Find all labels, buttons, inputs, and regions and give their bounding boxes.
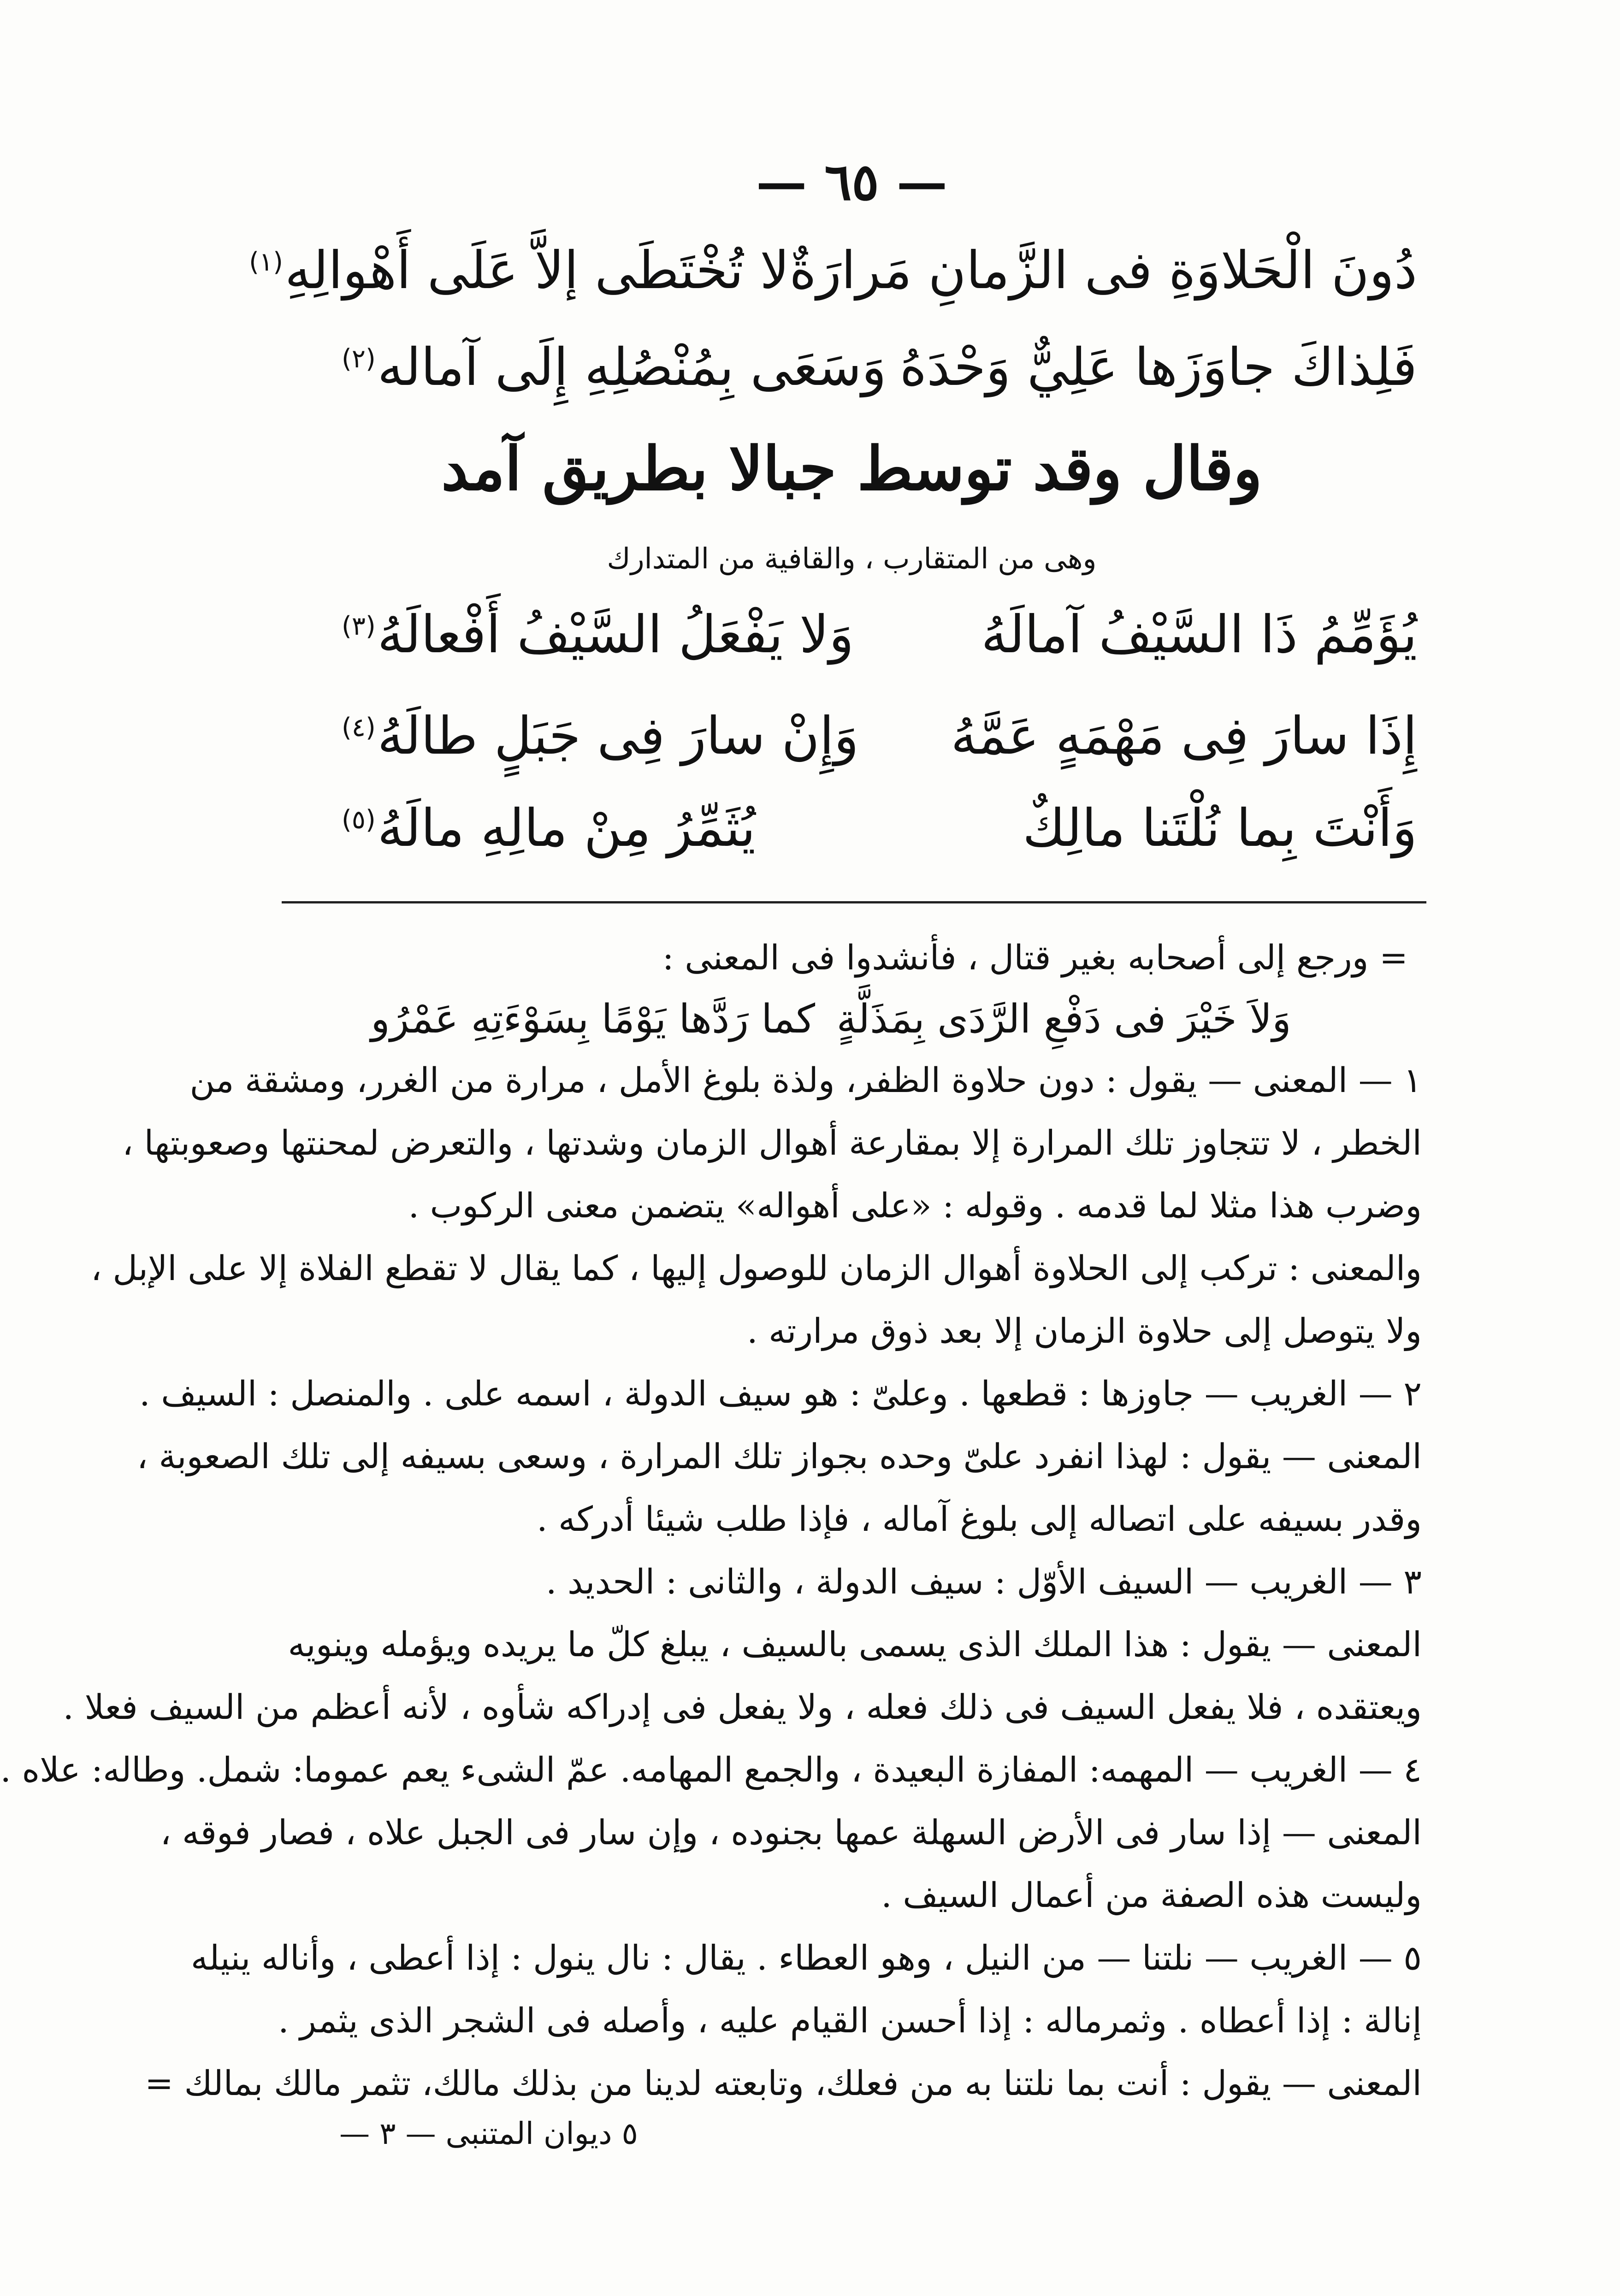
- poem-heading: وقال وقد توسط جبالا بطريق آمد: [441, 433, 1262, 504]
- footnote-ref: (٣): [342, 611, 376, 641]
- verse-line: [342, 797, 1417, 859]
- footnote-line: إنالة : إذا أعطاه . وثمرماله : إذا أحسن القيام عليه ، وأصله فى الشجر الذى يثمر .: [278, 2001, 1422, 2041]
- footnote-line: وضرب هذا مثلا لما قدمه . وقوله : «على أهواله» يتضمن معنى الركوب .: [408, 1186, 1422, 1226]
- footnote-line: ٤ — الغريب — المهمه: المفازة البعيدة ، والجمع المهامه. عمّ الشىء يعم عموما: شمل. وطاله: علاه .: [0, 1750, 1422, 1790]
- footnote-line: والمعنى : تركب إلى الحلاوة أهوال الزمان للوصول إليها ، كما يقال لا تقطع الفلاة إلا على الإبل ،: [90, 1249, 1422, 1288]
- footnote-divider: [282, 901, 1426, 903]
- signature-mark: ٥ ديوان المتنبى — ٣ —: [339, 2116, 638, 2151]
- verse-hemistich-first: إِذَا سارَ فِى مَهْمَهٍ عَمَّهُ: [951, 706, 1417, 766]
- quoted-hemistich-second: كما رَدَّها يَوْمًا بِسَوْءَتِهِ عَمْرُو: [371, 996, 816, 1042]
- footnote-line: ولا يتوصل إلى حلاوة الزمان إلا بعد ذوق مرارته .: [747, 1311, 1422, 1351]
- footnote-line: ٣ — الغريب — السيف الأوّل : سيف الدولة ، والثانى : الحديد .: [545, 1562, 1422, 1602]
- footnote-ref: (٢): [342, 343, 376, 374]
- verse-line: [342, 336, 1417, 398]
- verse-hemistich-second: وَسَعَى بِمُنْصُلِهِ إِلَى آماله$^{(٢)}$: [342, 337, 887, 397]
- verse-hemistich-first: دُونَ الْحَلاوَةِ فى الزَّمانِ مَرارَةٌ: [789, 241, 1417, 301]
- footnote-line: المعنى — يقول : أنت بما نلتنا به من فعلك، وتابعته لدينا من بذلك مالك، تثمر مالك بمالك =: [145, 2064, 1422, 2103]
- footnote-line: ويعتقده ، فلا يفعل السيف فى ذلك فعله ، ولا يفعل فى إدراكه شأوه ، لأنه أعظم من السيف فعلا .: [63, 1688, 1422, 1727]
- footnote-line: الخطر ، لا تتجاوز تلك المرارة إلا بمقارعة أهوال الزمان وشدتها ، والتعرض لمحنتها وصعوبتها ،: [122, 1123, 1422, 1163]
- quoted-hemistich-first: وَلاَ خَيْرَ فى دَفْعِ الرَّدَى بِمَذَلَّةٍ: [836, 996, 1291, 1042]
- footnote-ref: (٤): [342, 712, 376, 743]
- verse-hemistich-second: لا تُخْتَطَى إلاَّ عَلَى أَهْوالِهِ$^{(١)}$: [249, 241, 790, 301]
- verse-line: [342, 604, 1417, 666]
- footnote-line: المعنى — يقول : لهذا انفرد علىّ وحده بجواز تلك المرارة ، وسعى بسيفه إلى تلك الصعوبة ،: [136, 1437, 1422, 1476]
- footnote-line: ٥ — الغريب — نلتنا — من النيل ، وهو العطاء . يقال : نال ينول : إذا أعطى ، وأناله ينيله: [190, 1938, 1422, 1978]
- footnote-line: المعنى — إذا سار فى الأرض السهلة عمها بجنوده ، وإن سار فى الجبل علاه ، فصار فوقه ،: [160, 1813, 1422, 1853]
- footnotes: [0, 927, 1422, 2115]
- footnote-line: ١ — المعنى — يقول : دون حلاوة الظفر، ولذة بلوغ الأمل ، مرارة من الغرر، ومشقة من: [189, 1061, 1422, 1100]
- footnote-line: المعنى — يقول : هذا الملك الذى يسمى بالسيف ، يبلغ كلّ ما يريده ويؤمله وينويه: [288, 1625, 1422, 1664]
- verse-hemistich-first: وَأَنْتَ بِما نُلْتَنا مالِكٌ: [1023, 798, 1417, 858]
- verse-hemistich-first: يُؤَمِّمُ ذَا السَّيْفُ آمالَهُ: [981, 605, 1417, 665]
- verse-line: [342, 705, 1417, 767]
- page-number: — ٦٥ —: [756, 152, 947, 212]
- verse-hemistich-second: يُثَمِّرُ مِنْ مالِهِ مالَهُ$^{(٥)}$: [342, 798, 756, 858]
- verse-line: [249, 240, 1417, 301]
- footnote-line: وقدر بسيفه على اتصاله إلى بلوغ آماله ، فإذا طلب شيئا أدركه .: [537, 1499, 1422, 1539]
- footnote-ref: (٥): [342, 804, 376, 835]
- verse-hemistich-first: فَلِذاكَ جاوَزَها عَلِيٌّ وَحْدَهُ: [899, 337, 1417, 397]
- verse-hemistich-second: وَإِنْ سارَ فِى جَبَلٍ طالَهُ$^{(٤)}$: [342, 706, 859, 766]
- footnote-line: وليست هذه الصفة من أعمال السيف .: [881, 1876, 1422, 1915]
- verse-hemistich-second: وَلا يَفْعَلُ السَّيْفُ أَفْعالَهُ$^{(٣)}$: [342, 605, 854, 665]
- poem-meter-note: وهى من المتقارب ، والقافية من المتدارك: [607, 542, 1097, 575]
- footnote-line: ٢ — الغريب — جاوزها : قطعها . وعلىّ : هو سيف الدولة ، اسمه على . والمنصل : السيف .: [139, 1374, 1422, 1414]
- footnote-intro: = ورجع إلى أصحابه بغير قتال ، فأنشدوا فى المعنى :: [662, 938, 1408, 978]
- quoted-verse: [277, 989, 1422, 1049]
- footnote-ref: (١): [249, 247, 283, 277]
